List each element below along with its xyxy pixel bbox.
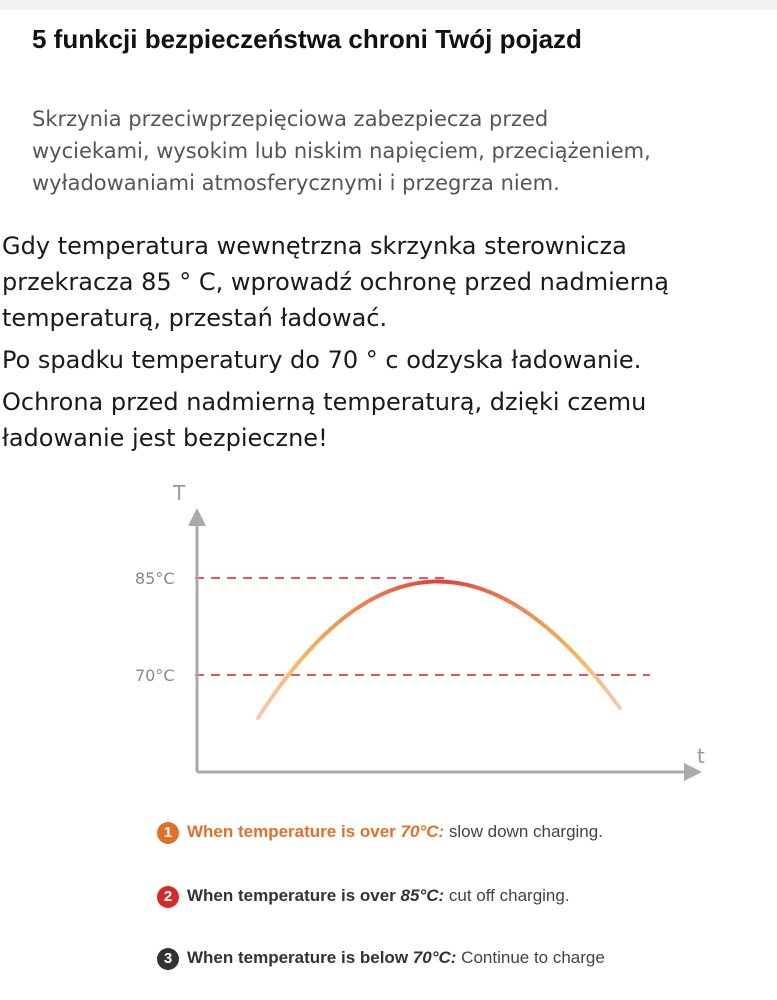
legend-temp: 70°C:: [400, 822, 445, 841]
body-line: Ochrona przed nadmierną temperaturą, dzięki czemu: [2, 388, 647, 416]
body-line: przekracza 85 ° C, wprowadź ochronę przed nadmierną: [2, 268, 669, 296]
intro-line: wyciekami, wysokim lub niskim napięciem, przeciążeniem,: [32, 139, 651, 163]
paragraph-safe: [2, 384, 777, 456]
number-2-icon: 2: [157, 886, 179, 908]
legend-action: cut off charging.: [448, 886, 570, 905]
number-1-icon: 1: [157, 822, 179, 844]
body-line: temperaturą, przestań ładować.: [2, 304, 388, 332]
legend-temp: 85°C:: [400, 886, 445, 905]
intro-line: Skrzynia przeciwprzepięciowa zabezpiecza przed: [32, 107, 549, 131]
legend-item-1: [157, 820, 757, 844]
paragraph-overheat: [2, 228, 777, 336]
legend-condition: When temperature is over: [187, 822, 396, 841]
legend-condition: When temperature is over: [187, 886, 396, 905]
intro-paragraph: [32, 103, 772, 199]
temperature-diagram: [0, 470, 777, 810]
legend-item-2: [157, 884, 757, 908]
body-line: Gdy temperatura wewnętrzna skrzynka sterownicza: [2, 232, 627, 260]
legend-action: slow down charging.: [448, 822, 603, 841]
y-axis-arrow: [188, 508, 206, 526]
intro-line: wyładowaniami atmosferycznymi i przegrza niem.: [32, 171, 560, 195]
level-70-label: 70°C: [135, 666, 175, 685]
paragraph-recovery: [2, 342, 777, 378]
legend-item-3: [157, 946, 757, 970]
x-axis-label: t: [697, 744, 705, 768]
body-text: [2, 228, 777, 456]
level-85-label: 85°C: [135, 569, 175, 588]
top-bar: [0, 0, 777, 10]
body-line: ładowanie jest bezpieczne!: [2, 424, 328, 452]
body-line: Po spadku temperatury do 70 ° c odzyska ładowanie.: [2, 346, 642, 374]
number-3-icon: 3: [157, 948, 179, 970]
legend-temp: 70°C:: [412, 948, 457, 967]
temperature-curve: [258, 581, 620, 718]
legend-condition: When temperature is below: [187, 948, 409, 967]
page-title: 5 funkcji bezpieczeństwa chroni Twój pojazd: [32, 24, 582, 54]
y-axis-label: T: [173, 481, 186, 505]
legend-action: Continue to charge: [461, 948, 605, 967]
